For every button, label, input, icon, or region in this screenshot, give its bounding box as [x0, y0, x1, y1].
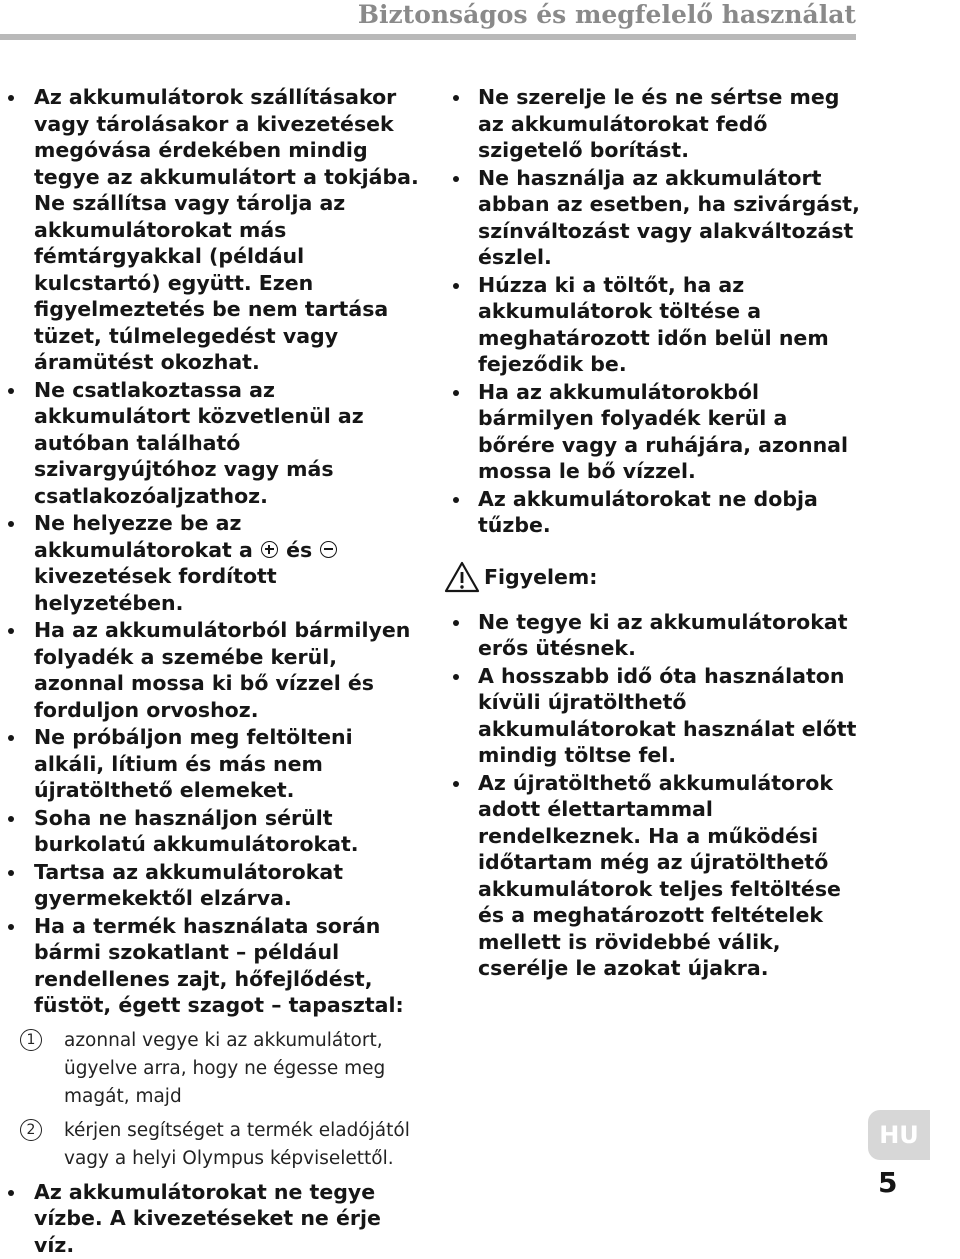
language-tab: HU [868, 1110, 930, 1160]
list-item: Az újratölthető akkumulátorok adott élettartammal rendelkeznek. Ha a működési időtartam még az újratölthető akkumulátorok teljes feltöltése és a meghatározott feltételek mellett is rövidebbé válik, cserélje le azokat újakra. [444, 770, 864, 982]
list-item: Az akkumulátorok szállításakor vagy tárolásakor a kivezetések megóvása érdekében mindig tegye az akkumulátort a tokjába. Ne szállítsa vagy tárolja az akkumulátorokat más fémtárgyakkal (például kulcstartó) együtt. Ezen figyelmeztetés be nem tartása tüzet, túlmelegedést vagy áramütést okozhat. [0, 84, 428, 376]
list-item: A hosszabb idő óta használaton kívüli újratölthető akkumulátorokat használat előtt mindig töltse fel. [444, 663, 864, 769]
step-number-icon: 1 [20, 1029, 42, 1051]
polarity-text-middle: és [286, 537, 313, 562]
list-item: Húzza ki a töltőt, ha az akkumulátorok töltése a meghatározott időn belül nem fejeződik be. [444, 272, 864, 378]
page-number: 5 [878, 1166, 898, 1199]
step-item [0, 1117, 428, 1173]
list-item: Ne csatlakoztassa az akkumulátort közvetlenül az autóban található szivargyújtóhoz vagy más csatlakozóaljzathoz. [0, 377, 428, 510]
minus-terminal-icon [320, 541, 337, 558]
safety-list-left [0, 84, 428, 1019]
page-header-title: Biztonságos és megfelelő használat [357, 0, 856, 29]
list-item: Ne használja az akkumulátort abban az esetben, ha szivárgást, színváltozást vagy alakváltozást észlel. [444, 165, 864, 271]
step-item [0, 1027, 428, 1111]
safety-list-left-end [0, 1179, 428, 1259]
list-item: Ha az akkumulátorokból bármilyen folyadék kerül a bőrére vagy a ruhájára, azonnal mossa le bő vízzel. [444, 379, 864, 485]
warning-triangle-icon [444, 561, 480, 593]
left-column [0, 84, 428, 1259]
safety-list-right [444, 84, 864, 539]
caution-list [444, 609, 864, 982]
list-item: Tartsa az akkumulátorokat gyermekektől elzárva. [0, 859, 428, 912]
polarity-text-after: kivezetések fordított helyzetében. [34, 564, 277, 615]
list-item: Ne szerelje le és ne sértse meg az akkumulátorokat fedő szigetelő borítást. [444, 84, 864, 164]
list-item: Soha ne használjon sérült burkolatú akkumulátorokat. [0, 805, 428, 858]
list-item-polarity [0, 510, 428, 616]
list-item: Az akkumulátorokat ne dobja tűzbe. [444, 486, 864, 539]
caution-heading [444, 561, 864, 593]
list-item: Ne próbáljon meg feltölteni alkáli, lítium és más nem újratölthető elemeket. [0, 724, 428, 804]
header-rule [0, 34, 856, 40]
caution-title: Figyelem: [484, 564, 598, 589]
list-item: Ha az akkumulátorból bármilyen folyadék a szemébe kerül, azonnal mossa ki bő vízzel és forduljon orvoshoz. [0, 617, 428, 723]
step-number-icon: 2 [20, 1119, 42, 1141]
list-item: Az akkumulátorokat ne tegye vízbe. A kivezetéseket ne érje víz. [0, 1179, 428, 1259]
list-item: Ne tegye ki az akkumulátorokat erős ütésnek. [444, 609, 864, 662]
list-item: Ha a termék használata során bármi szokatlant – például rendellenes zajt, hőfejlődést, füstöt, égett szagot – tapasztal: [0, 913, 428, 1019]
polarity-text-before: Ne helyezze be az akkumulátorokat a [34, 511, 253, 562]
right-column [444, 84, 864, 983]
plus-terminal-icon [261, 541, 278, 558]
numbered-steps [0, 1027, 428, 1173]
step-text: azonnal vegye ki az akkumulátort, ügyelve arra, hogy ne égesse meg magát, majd [64, 1029, 386, 1107]
step-text: kérjen segítséget a termék eladójától vagy a helyi Olympus képviselettől. [64, 1119, 410, 1169]
